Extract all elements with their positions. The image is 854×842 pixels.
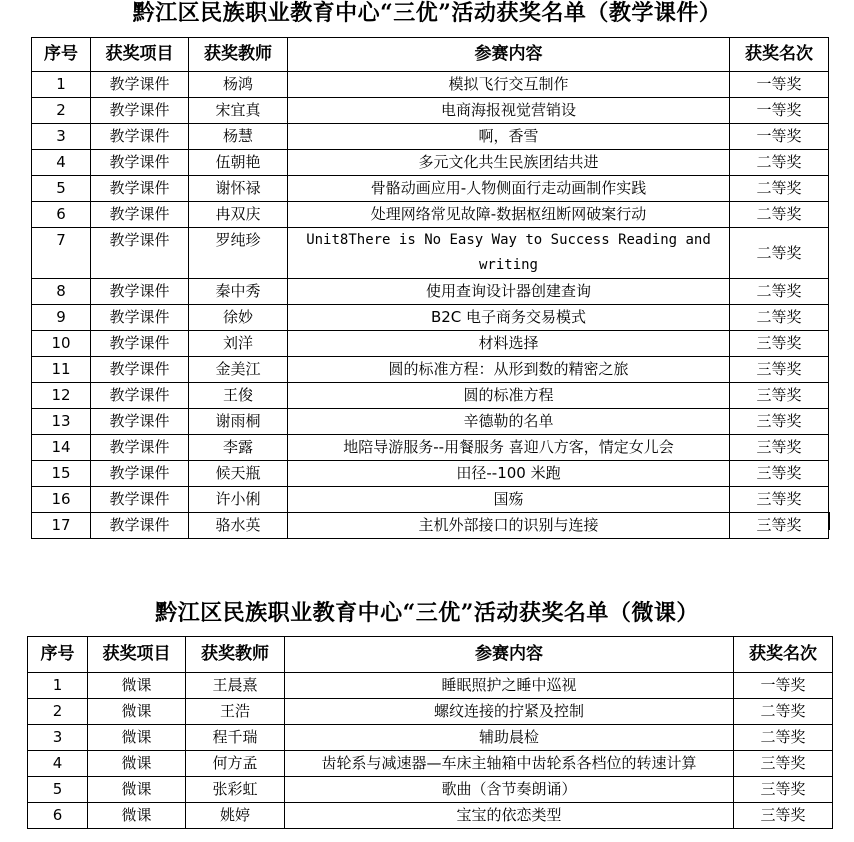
- header-rank: 获奖名次: [734, 637, 833, 673]
- cell-rank: 二等奖: [730, 176, 829, 202]
- cell-project: 微课: [88, 699, 186, 725]
- header-teacher: 获奖教师: [189, 38, 288, 72]
- header-teacher: 获奖教师: [186, 637, 285, 673]
- cell-index: 11: [32, 357, 91, 383]
- cell-index: 2: [28, 699, 88, 725]
- table-row: [28, 751, 833, 777]
- cell-index: 3: [28, 725, 88, 751]
- cell-rank: 三等奖: [730, 487, 829, 513]
- cell-content: 辛德勒的名单: [288, 409, 730, 435]
- cell-index: 5: [32, 176, 91, 202]
- cell-teacher: 刘洋: [189, 331, 288, 357]
- cell-index: 12: [32, 383, 91, 409]
- cell-content: Unit8There is No Easy Way to Success Reading and writing: [288, 228, 730, 279]
- table-header-row: [32, 38, 829, 72]
- cell-rank: 三等奖: [730, 357, 829, 383]
- cell-teacher: 谢雨桐: [189, 409, 288, 435]
- table-row: [28, 699, 833, 725]
- cell-content: 处理网络常见故障-数据枢纽断网破案行动: [288, 202, 730, 228]
- cell-rank: 三等奖: [734, 777, 833, 803]
- cell-rank: 三等奖: [734, 751, 833, 777]
- cell-index: 6: [28, 803, 88, 829]
- cell-teacher: 程千瑞: [186, 725, 285, 751]
- cell-project: 微课: [88, 777, 186, 803]
- header-index: 序号: [32, 38, 91, 72]
- cell-rank: 一等奖: [730, 72, 829, 98]
- cell-index: 8: [32, 279, 91, 305]
- cell-rank: 三等奖: [730, 383, 829, 409]
- cell-index: 2: [32, 98, 91, 124]
- cell-rank: 二等奖: [730, 228, 829, 279]
- cell-content: 主机外部接口的识别与连接: [288, 513, 730, 539]
- header-rank: 获奖名次: [730, 38, 829, 72]
- cell-index: 1: [28, 673, 88, 699]
- cell-index: 4: [28, 751, 88, 777]
- cell-rank: 二等奖: [730, 202, 829, 228]
- table-row: [32, 357, 829, 383]
- cell-rank: 三等奖: [730, 409, 829, 435]
- cell-teacher: 宋宜真: [189, 98, 288, 124]
- cell-rank: 二等奖: [730, 279, 829, 305]
- cell-project: 教学课件: [91, 435, 189, 461]
- cell-content: 圆的标准方程：从形到数的精密之旅: [288, 357, 730, 383]
- cell-teacher: 秦中秀: [189, 279, 288, 305]
- cell-project: 教学课件: [91, 357, 189, 383]
- cell-rank: 三等奖: [730, 435, 829, 461]
- cell-rank: 三等奖: [730, 461, 829, 487]
- cell-teacher: 候天瓶: [189, 461, 288, 487]
- table-row: [28, 725, 833, 751]
- cell-rank: 三等奖: [730, 513, 829, 539]
- cell-rank: 三等奖: [734, 803, 833, 829]
- table-row: [32, 435, 829, 461]
- cell-project: 教学课件: [91, 331, 189, 357]
- table-row: [32, 461, 829, 487]
- cell-index: 3: [32, 124, 91, 150]
- document-title-microcourse: 黔江区民族职业教育中心“三优”活动获奖名单（微课）: [155, 600, 699, 626]
- cell-index: 15: [32, 461, 91, 487]
- table-row: [32, 202, 829, 228]
- cell-index: 16: [32, 487, 91, 513]
- table-row: [28, 803, 833, 829]
- table-row: [32, 409, 829, 435]
- cell-content: 使用查询设计器创建查询: [288, 279, 730, 305]
- cell-index: 6: [32, 202, 91, 228]
- cell-rank: 二等奖: [734, 699, 833, 725]
- cell-content: 骨骼动画应用-人物侧面行走动画制作实践: [288, 176, 730, 202]
- table-header-row: [28, 637, 833, 673]
- table-row: [32, 98, 829, 124]
- cell-content: 模拟飞行交互制作: [288, 72, 730, 98]
- cell-content: 圆的标准方程: [288, 383, 730, 409]
- cell-content: 螺纹连接的拧紧及控制: [285, 699, 734, 725]
- cell-teacher: 杨鸿: [189, 72, 288, 98]
- cell-content: 国殇: [288, 487, 730, 513]
- header-content: 参赛内容: [288, 38, 730, 72]
- cell-teacher: 王浩: [186, 699, 285, 725]
- cell-teacher: 伍朝艳: [189, 150, 288, 176]
- cell-content: 多元文化共生民族团结共进: [288, 150, 730, 176]
- cell-content: 田径--100 米跑: [288, 461, 730, 487]
- cell-content: 睡眠照护之睡中巡视: [285, 673, 734, 699]
- cell-teacher: 许小俐: [189, 487, 288, 513]
- cell-project: 教学课件: [91, 202, 189, 228]
- table-row: [32, 305, 829, 331]
- table-row: [32, 331, 829, 357]
- cell-index: 7: [32, 228, 91, 279]
- cell-index: 9: [32, 305, 91, 331]
- cell-teacher: 张彩虹: [186, 777, 285, 803]
- table-row: [32, 279, 829, 305]
- cell-rank: 二等奖: [730, 305, 829, 331]
- cell-content: 歌曲（含节奏朗诵）: [285, 777, 734, 803]
- cell-project: 教学课件: [91, 409, 189, 435]
- cell-project: 教学课件: [91, 513, 189, 539]
- table-row: [32, 383, 829, 409]
- cell-project: 微课: [88, 673, 186, 699]
- cell-teacher: 徐妙: [189, 305, 288, 331]
- cell-teacher: 骆水英: [189, 513, 288, 539]
- cell-teacher: 姚婷: [186, 803, 285, 829]
- header-project: 获奖项目: [88, 637, 186, 673]
- cell-index: 5: [28, 777, 88, 803]
- table-row: [32, 72, 829, 98]
- microcourse-awards-table: [27, 636, 833, 829]
- table-row: [32, 228, 829, 279]
- cell-teacher: 何方孟: [186, 751, 285, 777]
- cell-teacher: 王俊: [189, 383, 288, 409]
- cell-project: 教学课件: [91, 487, 189, 513]
- cell-teacher: 王晨熹: [186, 673, 285, 699]
- table-row: [28, 673, 833, 699]
- cell-project: 微课: [88, 803, 186, 829]
- cell-project: 教学课件: [91, 98, 189, 124]
- cell-content: 材料选择: [288, 331, 730, 357]
- header-project: 获奖项目: [91, 38, 189, 72]
- cell-teacher: 金美江: [189, 357, 288, 383]
- cell-rank: 二等奖: [734, 725, 833, 751]
- cell-project: 教学课件: [91, 383, 189, 409]
- table-row: [32, 124, 829, 150]
- cell-rank: 三等奖: [730, 331, 829, 357]
- header-content: 参赛内容: [285, 637, 734, 673]
- cell-index: 1: [32, 72, 91, 98]
- cell-project: 教学课件: [91, 305, 189, 331]
- cell-rank: 二等奖: [730, 150, 829, 176]
- cell-content: 啊，香雪: [288, 124, 730, 150]
- table-row: [28, 777, 833, 803]
- table-row: [32, 176, 829, 202]
- cell-content: B2C 电子商务交易模式: [288, 305, 730, 331]
- cell-project: 教学课件: [91, 150, 189, 176]
- text-cursor: [828, 512, 830, 530]
- cell-content: 齿轮系与减速器—车床主轴箱中齿轮系各档位的转速计算: [285, 751, 734, 777]
- cell-teacher: 谢怀禄: [189, 176, 288, 202]
- cell-rank: 一等奖: [730, 124, 829, 150]
- cell-project: 教学课件: [91, 176, 189, 202]
- cell-index: 17: [32, 513, 91, 539]
- cell-teacher: 李露: [189, 435, 288, 461]
- cell-project: 教学课件: [91, 228, 189, 279]
- cell-content: 宝宝的依恋类型: [285, 803, 734, 829]
- header-index: 序号: [28, 637, 88, 673]
- table-row: [32, 513, 829, 539]
- table-row: [32, 150, 829, 176]
- cell-index: 14: [32, 435, 91, 461]
- cell-project: 教学课件: [91, 279, 189, 305]
- cell-index: 13: [32, 409, 91, 435]
- cell-rank: 一等奖: [730, 98, 829, 124]
- document-title-courseware: 黔江区民族职业教育中心“三优”活动获奖名单（教学课件）: [132, 0, 722, 26]
- cell-content: 辅助晨检: [285, 725, 734, 751]
- cell-project: 教学课件: [91, 72, 189, 98]
- cell-teacher: 杨慧: [189, 124, 288, 150]
- cell-teacher: 罗纯珍: [189, 228, 288, 279]
- cell-rank: 一等奖: [734, 673, 833, 699]
- cell-content: 地陪导游服务--用餐服务 喜迎八方客，情定女儿会: [288, 435, 730, 461]
- cell-project: 教学课件: [91, 461, 189, 487]
- cell-content: 电商海报视觉营销设: [288, 98, 730, 124]
- cell-teacher: 冉双庆: [189, 202, 288, 228]
- table-row: [32, 487, 829, 513]
- cell-project: 微课: [88, 751, 186, 777]
- cell-project: 教学课件: [91, 124, 189, 150]
- courseware-awards-table: [31, 37, 829, 539]
- cell-project: 微课: [88, 725, 186, 751]
- cell-index: 4: [32, 150, 91, 176]
- cell-index: 10: [32, 331, 91, 357]
